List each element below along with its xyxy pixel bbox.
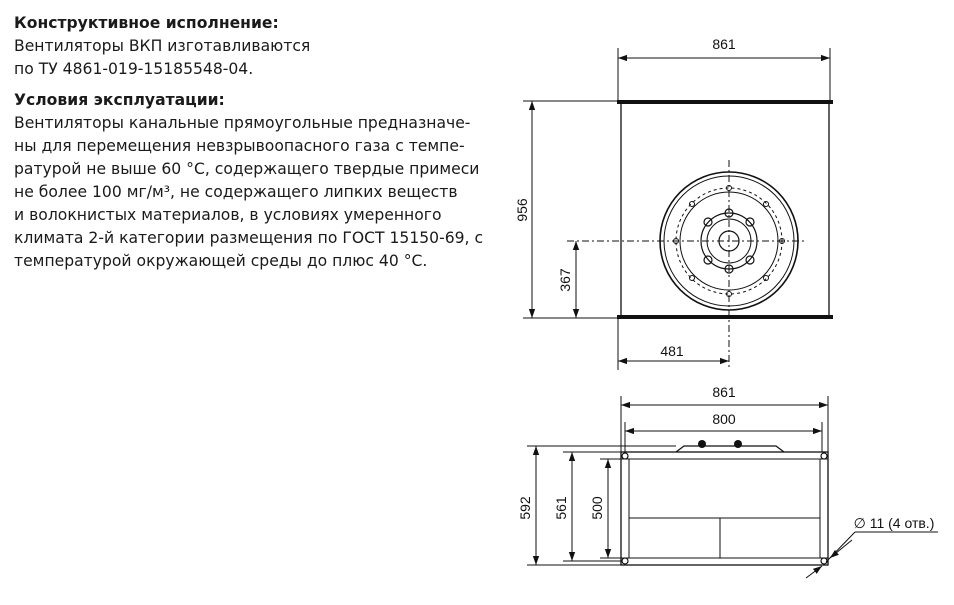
conditions-line: климата 2-й категории размещения по ГОСТ 15150-69, с [14, 229, 484, 247]
bolt [764, 202, 769, 207]
conditions-line: ны для перемещения невзрывоопасного газа с темпе- [14, 137, 465, 155]
housing-body [621, 102, 829, 317]
dimension-label-inner-width: 800 [712, 411, 736, 427]
holes-label: ∅ 11 (4 отв.) [853, 515, 935, 531]
conditions-line: температурой окружающей среды до плюс 40 °С. [14, 252, 428, 270]
front-view [523, 48, 833, 370]
bolt [764, 276, 769, 281]
side-flange [621, 452, 828, 565]
flange-hole [821, 558, 827, 564]
conditions-line: ратурой не выше 60 °С, содержащего твердые примеси [14, 160, 480, 178]
construction-heading: Конструктивное исполнение: [14, 14, 279, 32]
conditions-line: Вентиляторы канальные прямоугольные предназначе- [14, 114, 471, 132]
lifting-lug [698, 440, 706, 448]
flange-hole [821, 453, 827, 459]
flange-hole [622, 453, 628, 459]
conditions-line: не более 100 мг/м³, не содержащего липких веществ [14, 183, 458, 201]
side-housing [629, 459, 820, 558]
conditions-heading: Условия эксплуатации: [14, 91, 225, 109]
construction-line: по ТУ 4861-019-15185548-04. [14, 60, 254, 78]
flange-hole [622, 558, 628, 564]
dimension-label-axis-height: 367 [557, 268, 573, 292]
dimension-label-inner-height: 500 [589, 496, 605, 520]
leader-arrow [830, 540, 852, 558]
bolt [690, 202, 695, 207]
dimension-label-axis-offset: 481 [660, 343, 684, 359]
dimension-label-outer-height: 592 [517, 496, 533, 520]
dimension-label-width: 861 [712, 36, 736, 52]
lifting-lug [734, 440, 742, 448]
conditions-line: и волокнистых материалов, в условиях умеренного [14, 206, 442, 224]
dimension-label-mid-height: 561 [553, 496, 569, 520]
top-flange [617, 100, 833, 104]
bottom-flange [617, 315, 833, 319]
flange-holes [622, 453, 827, 564]
leader-arrow [806, 566, 822, 578]
dimension-label-height: 956 [514, 198, 530, 222]
bolt [690, 276, 695, 281]
dimension-label-outer-width: 861 [712, 384, 736, 400]
construction-line: Вентиляторы ВКП изготавливаются [14, 37, 311, 55]
motor-hump [676, 446, 784, 452]
